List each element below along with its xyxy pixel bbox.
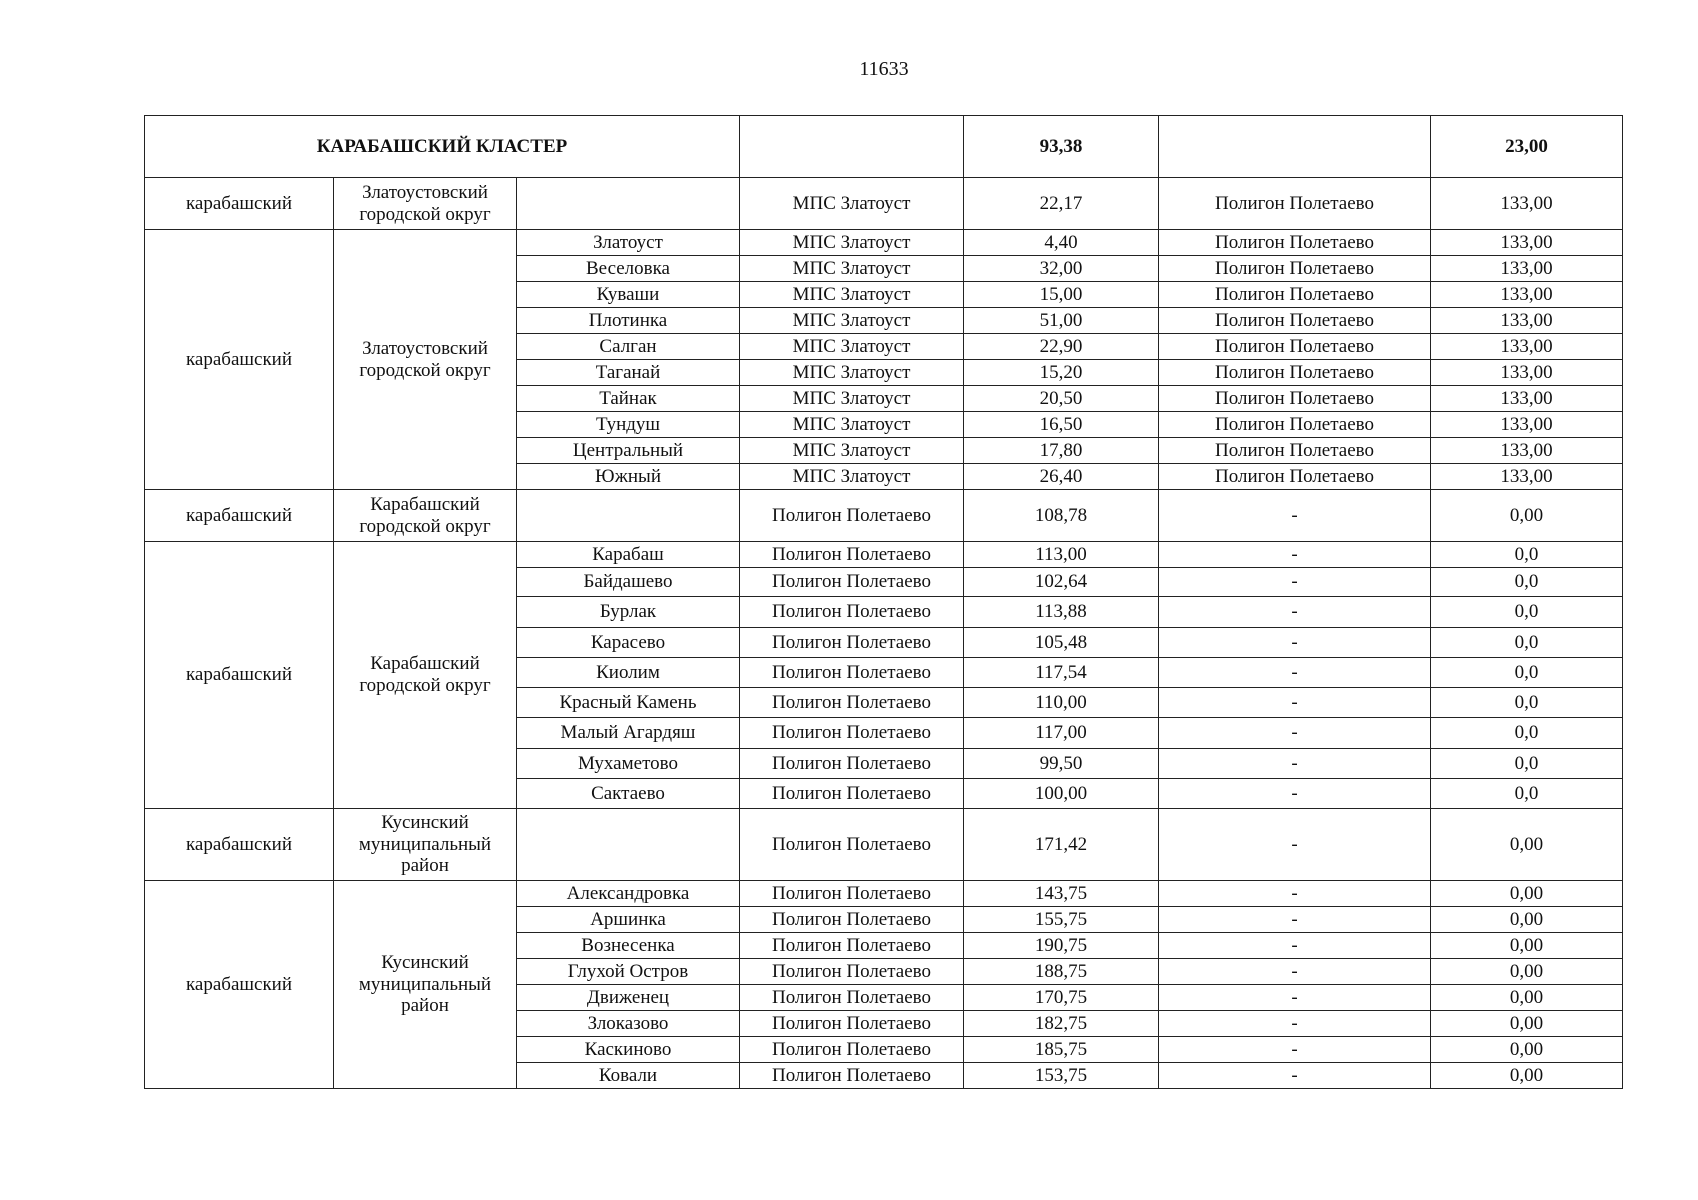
page-number: 11633 <box>859 58 909 80</box>
destination-cell: Полигон Полетаево <box>1159 412 1431 438</box>
facility-cell: Полигон Полетаево <box>740 985 964 1011</box>
distance-cell: 110,00 <box>964 688 1159 718</box>
cluster-table <box>144 115 1623 1089</box>
cluster-cell: карабашский <box>145 230 334 490</box>
distance2-cell: 0,0 <box>1431 688 1623 718</box>
distance2-cell: 0,00 <box>1431 959 1623 985</box>
destination-cell: Полигон Полетаево <box>1159 386 1431 412</box>
distance-cell: 17,80 <box>964 438 1159 464</box>
destination-cell: Полигон Полетаево <box>1159 334 1431 360</box>
distance-cell: 155,75 <box>964 907 1159 933</box>
settlement-cell: Таганай <box>517 360 740 386</box>
destination-cell: - <box>1159 1011 1431 1037</box>
cluster-cell: карабашский <box>145 178 334 230</box>
distance2-cell: 0,0 <box>1431 568 1623 597</box>
table-row <box>145 230 1623 256</box>
distance2-cell: 0,00 <box>1431 1011 1623 1037</box>
distance-cell: 100,00 <box>964 779 1159 809</box>
destination-cell: Полигон Полетаево <box>1159 178 1431 230</box>
destination-cell: - <box>1159 658 1431 688</box>
table-row <box>145 881 1623 907</box>
settlement-cell: Центральный <box>517 438 740 464</box>
distance-cell: 171,42 <box>964 809 1159 881</box>
distance-cell: 99,50 <box>964 749 1159 779</box>
distance-cell: 102,64 <box>964 568 1159 597</box>
settlement-cell: Аршинка <box>517 907 740 933</box>
distance2-cell: 133,00 <box>1431 464 1623 490</box>
destination-cell: Полигон Полетаево <box>1159 256 1431 282</box>
destination-cell: Полигон Полетаево <box>1159 230 1431 256</box>
distance-cell: 117,00 <box>964 718 1159 749</box>
distance-cell: 113,88 <box>964 597 1159 628</box>
settlement-cell: Веселовка <box>517 256 740 282</box>
settlement-cell: Плотинка <box>517 308 740 334</box>
distance2-cell: 0,0 <box>1431 779 1623 809</box>
facility-cell: МПС Златоуст <box>740 256 964 282</box>
facility-cell: МПС Златоуст <box>740 308 964 334</box>
facility-cell: МПС Златоуст <box>740 282 964 308</box>
distance2-cell: 133,00 <box>1431 386 1623 412</box>
settlement-cell: Златоуст <box>517 230 740 256</box>
facility-cell: Полигон Полетаево <box>740 568 964 597</box>
destination-cell: - <box>1159 628 1431 658</box>
distance2-cell: 0,0 <box>1431 542 1623 568</box>
facility-cell: Полигон Полетаево <box>740 959 964 985</box>
facility-cell: Полигон Полетаево <box>740 658 964 688</box>
settlement-cell: Тундуш <box>517 412 740 438</box>
cluster-header-row <box>145 116 1623 178</box>
facility-cell: МПС Златоуст <box>740 412 964 438</box>
facility-cell: Полигон Полетаево <box>740 881 964 907</box>
municipality-summary-row <box>145 809 1623 881</box>
distance2-cell: 0,00 <box>1431 1037 1623 1063</box>
facility-cell: Полигон Полетаево <box>740 688 964 718</box>
facility-cell: Полигон Полетаево <box>740 1011 964 1037</box>
facility-cell: Полигон Полетаево <box>740 597 964 628</box>
municipality-cell: Кусинский муниципальный район <box>334 881 517 1089</box>
municipality-cell: Кусинский муниципальный район <box>334 809 517 881</box>
destination-cell: - <box>1159 907 1431 933</box>
municipality-cell: Златоустовский городской округ <box>334 178 517 230</box>
settlement-cell: Байдашево <box>517 568 740 597</box>
distance-cell: 170,75 <box>964 985 1159 1011</box>
destination-cell: - <box>1159 688 1431 718</box>
distance2-cell: 133,00 <box>1431 230 1623 256</box>
header-facility-cell <box>740 116 964 178</box>
destination-cell: - <box>1159 718 1431 749</box>
destination-cell: - <box>1159 490 1431 542</box>
settlement-cell <box>517 490 740 542</box>
distance2-cell: 0,00 <box>1431 1063 1623 1089</box>
distance-cell: 117,54 <box>964 658 1159 688</box>
distance-cell: 22,17 <box>964 178 1159 230</box>
settlement-cell: Вознесенка <box>517 933 740 959</box>
cluster-cell: карабашский <box>145 490 334 542</box>
destination-cell: - <box>1159 809 1431 881</box>
settlement-cell: Киолим <box>517 658 740 688</box>
header-destination-cell <box>1159 116 1431 178</box>
facility-cell: Полигон Полетаево <box>740 542 964 568</box>
distance-cell: 15,00 <box>964 282 1159 308</box>
municipality-summary-row <box>145 178 1623 230</box>
settlement-cell: Сактаево <box>517 779 740 809</box>
distance2-cell: 133,00 <box>1431 412 1623 438</box>
municipality-summary-row <box>145 490 1623 542</box>
destination-cell: - <box>1159 568 1431 597</box>
facility-cell: Полигон Полетаево <box>740 933 964 959</box>
settlement-cell: Куваши <box>517 282 740 308</box>
distance2-cell: 133,00 <box>1431 334 1623 360</box>
destination-cell: - <box>1159 881 1431 907</box>
distance-cell: 20,50 <box>964 386 1159 412</box>
distance-cell: 26,40 <box>964 464 1159 490</box>
distance2-cell: 0,0 <box>1431 749 1623 779</box>
distance2-cell: 0,00 <box>1431 490 1623 542</box>
distance2-cell: 0,00 <box>1431 881 1623 907</box>
distance2-cell: 133,00 <box>1431 256 1623 282</box>
distance2-cell: 0,0 <box>1431 597 1623 628</box>
distance2-cell: 0,0 <box>1431 658 1623 688</box>
settlement-cell <box>517 178 740 230</box>
distance-cell: 190,75 <box>964 933 1159 959</box>
destination-cell: - <box>1159 1037 1431 1063</box>
distance-cell: 182,75 <box>964 1011 1159 1037</box>
distance-cell: 153,75 <box>964 1063 1159 1089</box>
facility-cell: Полигон Полетаево <box>740 749 964 779</box>
facility-cell: Полигон Полетаево <box>740 718 964 749</box>
header-total-distance: 93,38 <box>964 116 1159 178</box>
distance2-cell: 0,0 <box>1431 628 1623 658</box>
settlement-cell: Карабаш <box>517 542 740 568</box>
distance2-cell: 133,00 <box>1431 438 1623 464</box>
settlement-cell: Глухой Остров <box>517 959 740 985</box>
distance-cell: 22,90 <box>964 334 1159 360</box>
facility-cell: Полигон Полетаево <box>740 628 964 658</box>
settlement-cell: Бурлак <box>517 597 740 628</box>
settlement-cell: Александровка <box>517 881 740 907</box>
settlement-cell: Каскиново <box>517 1037 740 1063</box>
municipality-cell: Карабашский городской округ <box>334 542 517 809</box>
destination-cell: - <box>1159 1063 1431 1089</box>
settlement-cell: Красный Камень <box>517 688 740 718</box>
facility-cell: Полигон Полетаево <box>740 1037 964 1063</box>
settlement-cell: Злоказово <box>517 1011 740 1037</box>
destination-cell: - <box>1159 749 1431 779</box>
distance-cell: 185,75 <box>964 1037 1159 1063</box>
distance2-cell: 0,0 <box>1431 718 1623 749</box>
facility-cell: Полигон Полетаево <box>740 907 964 933</box>
distance-cell: 51,00 <box>964 308 1159 334</box>
settlement-cell: Карасево <box>517 628 740 658</box>
facility-cell: МПС Златоуст <box>740 438 964 464</box>
settlement-cell: Малый Агардяш <box>517 718 740 749</box>
facility-cell: Полигон Полетаево <box>740 779 964 809</box>
settlement-cell: Мухаметово <box>517 749 740 779</box>
table-row <box>145 542 1623 568</box>
destination-cell: Полигон Полетаево <box>1159 282 1431 308</box>
distance2-cell: 133,00 <box>1431 178 1623 230</box>
distance-cell: 105,48 <box>964 628 1159 658</box>
facility-cell: МПС Златоуст <box>740 178 964 230</box>
distance2-cell: 133,00 <box>1431 282 1623 308</box>
distance-cell: 16,50 <box>964 412 1159 438</box>
destination-cell: Полигон Полетаево <box>1159 464 1431 490</box>
distance-cell: 32,00 <box>964 256 1159 282</box>
destination-cell: - <box>1159 959 1431 985</box>
settlement-cell: Движенец <box>517 985 740 1011</box>
settlement-cell: Южный <box>517 464 740 490</box>
distance2-cell: 0,00 <box>1431 907 1623 933</box>
distance2-cell: 0,00 <box>1431 985 1623 1011</box>
facility-cell: Полигон Полетаево <box>740 809 964 881</box>
facility-cell: МПС Златоуст <box>740 334 964 360</box>
distance2-cell: 133,00 <box>1431 360 1623 386</box>
destination-cell: - <box>1159 597 1431 628</box>
settlement-cell <box>517 809 740 881</box>
cluster-cell: карабашский <box>145 542 334 809</box>
facility-cell: МПС Златоуст <box>740 386 964 412</box>
facility-cell: МПС Златоуст <box>740 360 964 386</box>
facility-cell: МПС Златоуст <box>740 230 964 256</box>
header-total-distance2: 23,00 <box>1431 116 1623 178</box>
destination-cell: - <box>1159 985 1431 1011</box>
cluster-cell: карабашский <box>145 881 334 1089</box>
destination-cell: - <box>1159 779 1431 809</box>
distance-cell: 143,75 <box>964 881 1159 907</box>
facility-cell: Полигон Полетаево <box>740 1063 964 1089</box>
destination-cell: - <box>1159 542 1431 568</box>
distance2-cell: 133,00 <box>1431 308 1623 334</box>
distance-cell: 188,75 <box>964 959 1159 985</box>
distance-cell: 113,00 <box>964 542 1159 568</box>
destination-cell: - <box>1159 933 1431 959</box>
settlement-cell: Салган <box>517 334 740 360</box>
destination-cell: Полигон Полетаево <box>1159 438 1431 464</box>
destination-cell: Полигон Полетаево <box>1159 360 1431 386</box>
distance2-cell: 0,00 <box>1431 933 1623 959</box>
municipality-cell: Златоустовский городской округ <box>334 230 517 490</box>
cluster-title: КАРАБАШСКИЙ КЛАСТЕР <box>145 116 740 178</box>
distance-cell: 15,20 <box>964 360 1159 386</box>
cluster-cell: карабашский <box>145 809 334 881</box>
facility-cell: МПС Златоуст <box>740 464 964 490</box>
municipality-cell: Карабашский городской округ <box>334 490 517 542</box>
destination-cell: Полигон Полетаево <box>1159 308 1431 334</box>
distance2-cell: 0,00 <box>1431 809 1623 881</box>
facility-cell: Полигон Полетаево <box>740 490 964 542</box>
distance-cell: 4,40 <box>964 230 1159 256</box>
distance-cell: 108,78 <box>964 490 1159 542</box>
settlement-cell: Ковали <box>517 1063 740 1089</box>
settlement-cell: Тайнак <box>517 386 740 412</box>
